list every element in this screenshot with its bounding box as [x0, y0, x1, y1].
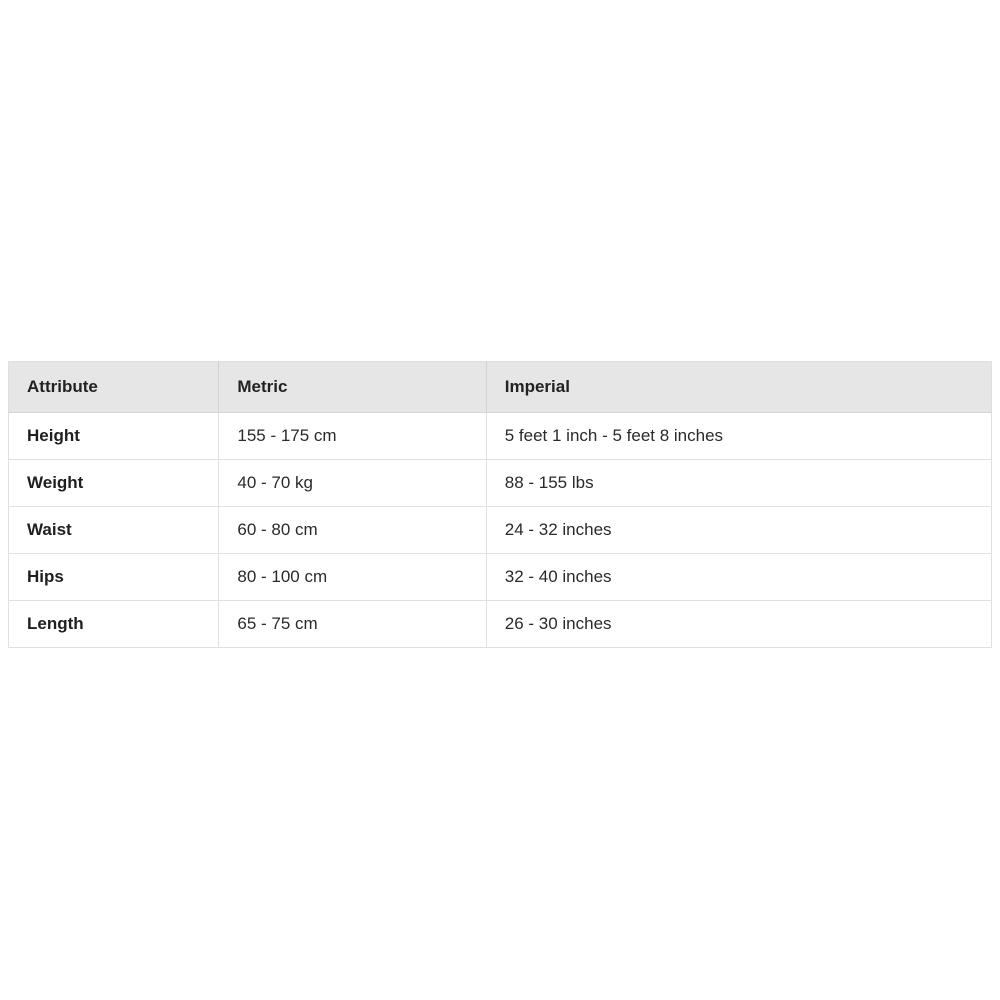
table-row [9, 460, 992, 507]
table-row [9, 554, 992, 601]
column-header-imperial: Imperial [486, 362, 991, 413]
cell-imperial: 5 feet 1 inch - 5 feet 8 inches [486, 413, 991, 460]
cell-attribute: Weight [9, 460, 219, 507]
table-body [9, 413, 992, 648]
size-chart-table [8, 361, 992, 648]
cell-metric: 40 - 70 kg [219, 460, 486, 507]
cell-imperial: 26 - 30 inches [486, 601, 991, 648]
cell-metric: 60 - 80 cm [219, 507, 486, 554]
size-chart-table-wrapper [8, 361, 992, 648]
cell-metric: 80 - 100 cm [219, 554, 486, 601]
table-row [9, 413, 992, 460]
cell-imperial: 32 - 40 inches [486, 554, 991, 601]
table-row [9, 507, 992, 554]
cell-imperial: 24 - 32 inches [486, 507, 991, 554]
cell-metric: 155 - 175 cm [219, 413, 486, 460]
cell-attribute: Length [9, 601, 219, 648]
table-row [9, 601, 992, 648]
column-header-metric: Metric [219, 362, 486, 413]
cell-metric: 65 - 75 cm [219, 601, 486, 648]
table-header [9, 362, 992, 413]
cell-attribute: Hips [9, 554, 219, 601]
cell-attribute: Waist [9, 507, 219, 554]
cell-attribute: Height [9, 413, 219, 460]
column-header-attribute: Attribute [9, 362, 219, 413]
table-header-row [9, 362, 992, 413]
cell-imperial: 88 - 155 lbs [486, 460, 991, 507]
